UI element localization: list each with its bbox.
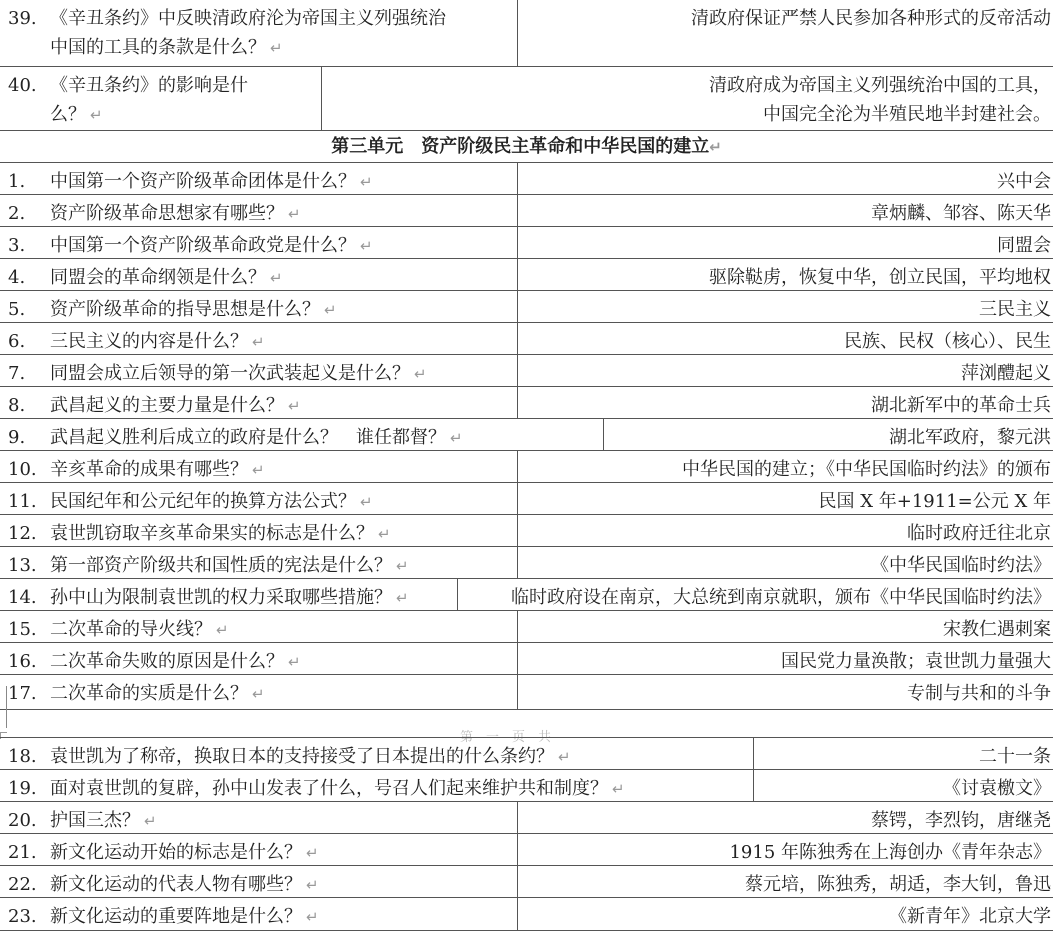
question-number: 6. — [8, 331, 26, 352]
table-row — [0, 737, 1053, 769]
table-row — [0, 833, 1053, 865]
question-cell[interactable] — [0, 483, 518, 514]
question-number: 18. — [8, 746, 37, 767]
answer-cell[interactable] — [691, 0, 1051, 66]
answer-cell[interactable] — [943, 770, 1051, 801]
question-cell[interactable] — [0, 611, 518, 642]
paragraph-mark-icon: ↵ — [558, 748, 571, 766]
table-row — [0, 290, 1053, 322]
question-number: 23. — [8, 906, 37, 927]
paragraph-mark-icon: ↵ — [306, 876, 319, 894]
answer-text: 《中华民国临时约法》 — [871, 555, 1051, 576]
question-text: 同盟会成立后领导的第一次武装起义是什么？ — [50, 363, 410, 384]
table-row — [0, 354, 1053, 386]
question-text: 武昌起义的主要力量是什么？ — [50, 395, 284, 416]
question-cell[interactable] — [0, 643, 518, 674]
question-number: 12. — [8, 523, 37, 544]
table-row — [0, 258, 1053, 290]
table-row — [0, 226, 1053, 258]
question-cell[interactable] — [0, 387, 518, 418]
table-row — [0, 418, 1053, 450]
paragraph-mark-icon: ↵ — [288, 397, 301, 415]
question-cell[interactable] — [0, 259, 518, 290]
answer-text: 宋教仁遇刺案 — [943, 619, 1051, 640]
answer-text: 中华民国的建立；《中华民国临时约法》的颁布 — [682, 459, 1051, 480]
question-text: 第一部资产阶级共和国性质的宪法是什么？ — [50, 555, 392, 576]
table-row — [0, 514, 1053, 546]
question-cell[interactable] — [0, 579, 458, 610]
answer-text-line2: 中国完全沦为半殖民地半封建社会。 — [763, 104, 1051, 125]
question-text: 新文化运动开始的标志是什么？ — [50, 842, 302, 863]
answer-cell[interactable] — [961, 355, 1051, 386]
question-number: 2. — [8, 203, 26, 224]
answer-cell[interactable] — [871, 547, 1051, 578]
paragraph-mark-icon: ↵ — [252, 333, 265, 351]
question-number: 15. — [8, 619, 37, 640]
answer-cell[interactable] — [729, 834, 1051, 865]
answer-cell[interactable] — [819, 483, 1052, 514]
question-cell[interactable] — [0, 451, 518, 482]
question-text: 二次革命失败的原因是什么？ — [50, 651, 284, 672]
question-number: 19. — [8, 778, 37, 799]
paragraph-mark-icon: ↵ — [90, 106, 103, 124]
paragraph-mark-icon: ↵ — [709, 138, 722, 156]
question-text: 中国第一个资产阶级革命团体是什么？ — [50, 171, 356, 192]
paragraph-mark-icon: ↵ — [360, 173, 373, 191]
answer-text: 萍浏醴起义 — [961, 363, 1051, 384]
answer-text: 湖北军政府，黎元洪 — [889, 427, 1051, 448]
text-cursor-icon — [6, 686, 7, 728]
table-row — [0, 642, 1053, 674]
table-row — [0, 546, 1053, 578]
answer-cell[interactable] — [709, 259, 1051, 290]
paragraph-mark-icon: ↵ — [288, 205, 301, 223]
question-number: 20. — [8, 810, 37, 831]
answer-cell[interactable] — [907, 515, 1051, 546]
answer-text: 湖北新军中的革命士兵 — [871, 395, 1051, 416]
table-row — [0, 865, 1053, 897]
answer-text: 专制与共和的斗争 — [907, 683, 1051, 704]
question-text: 护国三杰？ — [50, 810, 140, 831]
answer-text: 民国 X 年+1911=公元 X 年 — [818, 491, 1051, 512]
answer-text: 清政府成为帝国主义列强统治中国的工具， — [709, 75, 1051, 96]
paragraph-mark-icon: ↵ — [288, 653, 301, 671]
paragraph-mark-icon: ↵ — [306, 844, 319, 862]
question-number: 10. — [8, 459, 37, 480]
question-text: 袁世凯窃取辛亥革命果实的标志是什么？ — [50, 523, 374, 544]
answer-text: 1915 年陈独秀在上海创办《青年杂志》 — [729, 842, 1051, 863]
table-row — [0, 162, 1053, 194]
answer-text: 《新青年》北京大学 — [889, 906, 1051, 927]
question-cell[interactable] — [0, 675, 518, 709]
question-cell[interactable] — [0, 834, 518, 865]
table-row — [0, 610, 1053, 642]
question-cell[interactable] — [0, 355, 518, 386]
question-number: 5. — [8, 299, 26, 320]
paragraph-mark-icon: ↵ — [270, 39, 283, 57]
question-text: 《辛丑条约》中反映清政府沦为帝国主义列强统治 — [50, 8, 446, 29]
question-text: 资产阶级革命的指导思想是什么？ — [50, 299, 320, 320]
paragraph-mark-icon: ↵ — [360, 237, 373, 255]
answer-cell[interactable] — [682, 451, 1051, 482]
answer-cell[interactable] — [907, 675, 1051, 709]
table-row — [0, 194, 1053, 226]
paragraph-mark-icon: ↵ — [378, 525, 391, 543]
question-cell[interactable] — [0, 227, 518, 258]
question-text: 新文化运动的代表人物有哪些？ — [50, 874, 302, 895]
question-number: 7. — [8, 363, 26, 384]
answer-cell[interactable] — [997, 227, 1051, 258]
table-row — [0, 0, 1053, 66]
question-number: 13. — [8, 555, 37, 576]
answer-cell[interactable] — [709, 67, 1051, 130]
answer-cell[interactable] — [997, 163, 1051, 194]
question-cell[interactable] — [0, 547, 518, 578]
paragraph-mark-icon: ↵ — [252, 461, 265, 479]
table-row — [0, 674, 1053, 709]
table-row — [0, 578, 1053, 610]
question-cell[interactable] — [0, 515, 518, 546]
answer-cell[interactable] — [511, 579, 1051, 610]
question-text: 中国第一个资产阶级革命政党是什么？ — [50, 235, 356, 256]
table-row — [0, 769, 1053, 801]
question-text: 新文化运动的重要阵地是什么？ — [50, 906, 302, 927]
question-number: 22. — [8, 874, 37, 895]
answer-text: 三民主义 — [979, 299, 1051, 320]
question-cell[interactable] — [0, 802, 518, 833]
section-heading — [0, 130, 1053, 163]
page-footer: 第 一 页 共 — [460, 730, 552, 745]
question-text: 孙中山为限制袁世凯的权力采取哪些措施？ — [50, 587, 392, 608]
question-cell[interactable] — [0, 195, 518, 226]
question-text: 资产阶级革命思想家有哪些？ — [50, 203, 284, 224]
table-row — [0, 897, 1053, 931]
question-number: 3. — [8, 235, 26, 256]
answer-cell[interactable] — [979, 291, 1051, 322]
table-row — [0, 801, 1053, 833]
answer-text: 同盟会 — [997, 235, 1051, 256]
paragraph-mark-icon: ↵ — [450, 429, 463, 447]
paragraph-mark-icon: ↵ — [414, 365, 427, 383]
question-number: 9. — [8, 427, 26, 448]
section-title: 第三单元 资产阶级民主革命和中华民国的建立 — [331, 136, 710, 157]
paragraph-mark-icon: ↵ — [612, 780, 625, 798]
answer-text: 蔡锷，李烈钧，唐继尧 — [871, 810, 1051, 831]
answer-cell[interactable] — [745, 866, 1051, 897]
paragraph-mark-icon: ↵ — [324, 301, 337, 319]
question-cell[interactable] — [0, 323, 518, 354]
table-row — [0, 66, 1053, 130]
answer-text: 章炳麟、邹容、陈天华 — [871, 203, 1051, 224]
paragraph-mark-icon: ↵ — [396, 589, 409, 607]
paragraph-mark-icon: ↵ — [306, 908, 319, 926]
question-text: 袁世凯为了称帝，换取日本的支持接受了日本提出的什么条约？ — [50, 746, 554, 767]
paragraph-mark-icon: ↵ — [396, 557, 409, 575]
table-row — [0, 322, 1053, 354]
question-number: 40. — [8, 75, 37, 96]
paragraph-mark-icon: ↵ — [144, 812, 157, 830]
question-number: 16. — [8, 651, 37, 672]
question-number: 8. — [8, 395, 26, 416]
page-break — [0, 709, 1053, 745]
question-text-line2: 中国的工具的条款是什么？ — [50, 37, 266, 58]
answer-cell[interactable] — [871, 195, 1051, 226]
question-number: 39. — [8, 8, 37, 29]
question-cell[interactable] — [0, 291, 518, 322]
paragraph-mark-icon: ↵ — [360, 493, 373, 511]
question-text: 民国纪年和公元纪年的换算方法公式？ — [50, 491, 356, 512]
question-cell[interactable] — [0, 419, 604, 450]
answer-cell[interactable] — [781, 643, 1051, 674]
question-number: 21. — [8, 842, 37, 863]
question-text: 三民主义的内容是什么？ — [50, 331, 248, 352]
question-number: 14. — [8, 587, 37, 608]
question-cell[interactable] — [0, 866, 518, 897]
answer-text: 《讨袁檄文》 — [943, 778, 1051, 799]
answer-text: 兴中会 — [997, 171, 1051, 192]
question-text: 武昌起义胜利后成立的政府是什么？ 谁任都督？ — [50, 427, 446, 448]
question-text: 面对袁世凯的复辟，孙中山发表了什么，号召人们起来维护共和制度？ — [50, 778, 608, 799]
question-number: 11. — [8, 491, 37, 512]
question-text: 二次革命的导火线？ — [50, 619, 212, 640]
question-number: 17. — [8, 683, 37, 704]
answer-cell[interactable] — [943, 611, 1051, 642]
table-row — [0, 450, 1053, 482]
question-text-line2: 么？ — [50, 104, 86, 125]
question-text: 辛亥革命的成果有哪些？ — [50, 459, 248, 480]
answer-text: 二十一条 — [979, 746, 1051, 767]
answer-text: 国民党力量涣散；袁世凯力量强大 — [781, 651, 1051, 672]
question-cell[interactable] — [0, 898, 518, 930]
question-cell[interactable] — [0, 770, 754, 801]
question-cell[interactable] — [0, 163, 518, 194]
answer-text: 清政府保证严禁人民参加各种形式的反帝活动 — [691, 8, 1051, 29]
question-text: 同盟会的革命纲领是什么？ — [50, 267, 266, 288]
question-cell[interactable] — [0, 67, 322, 130]
question-cell[interactable] — [0, 0, 518, 66]
answer-text: 民族、民权（核心）、民生 — [844, 331, 1051, 352]
answer-cell[interactable] — [979, 738, 1051, 769]
question-cell[interactable] — [0, 738, 754, 769]
answer-cell[interactable] — [871, 802, 1051, 833]
paragraph-mark-icon: ↵ — [216, 621, 229, 639]
paragraph-mark-icon: ↵ — [252, 685, 265, 703]
answer-cell[interactable] — [871, 387, 1051, 418]
answer-cell[interactable] — [889, 419, 1051, 450]
answer-cell[interactable] — [889, 898, 1051, 930]
answer-text: 临时政府迁往北京 — [907, 523, 1051, 544]
question-number: 4. — [8, 267, 26, 288]
answer-text: 蔡元培，陈独秀，胡适，李大钊，鲁迅 — [745, 874, 1051, 895]
answer-cell[interactable] — [844, 323, 1051, 354]
answer-text: 临时政府设在南京，大总统到南京就职，颁布《中华民国临时约法》 — [511, 587, 1051, 608]
question-text: 《辛丑条约》的影响是什 — [50, 75, 248, 96]
answer-text: 驱除鞑虏，恢复中华，创立民国，平均地权 — [709, 267, 1051, 288]
table-row — [0, 482, 1053, 514]
paragraph-mark-icon: ↵ — [270, 269, 283, 287]
question-text: 二次革命的实质是什么？ — [50, 683, 248, 704]
question-number: 1. — [8, 171, 26, 192]
table-row — [0, 386, 1053, 418]
